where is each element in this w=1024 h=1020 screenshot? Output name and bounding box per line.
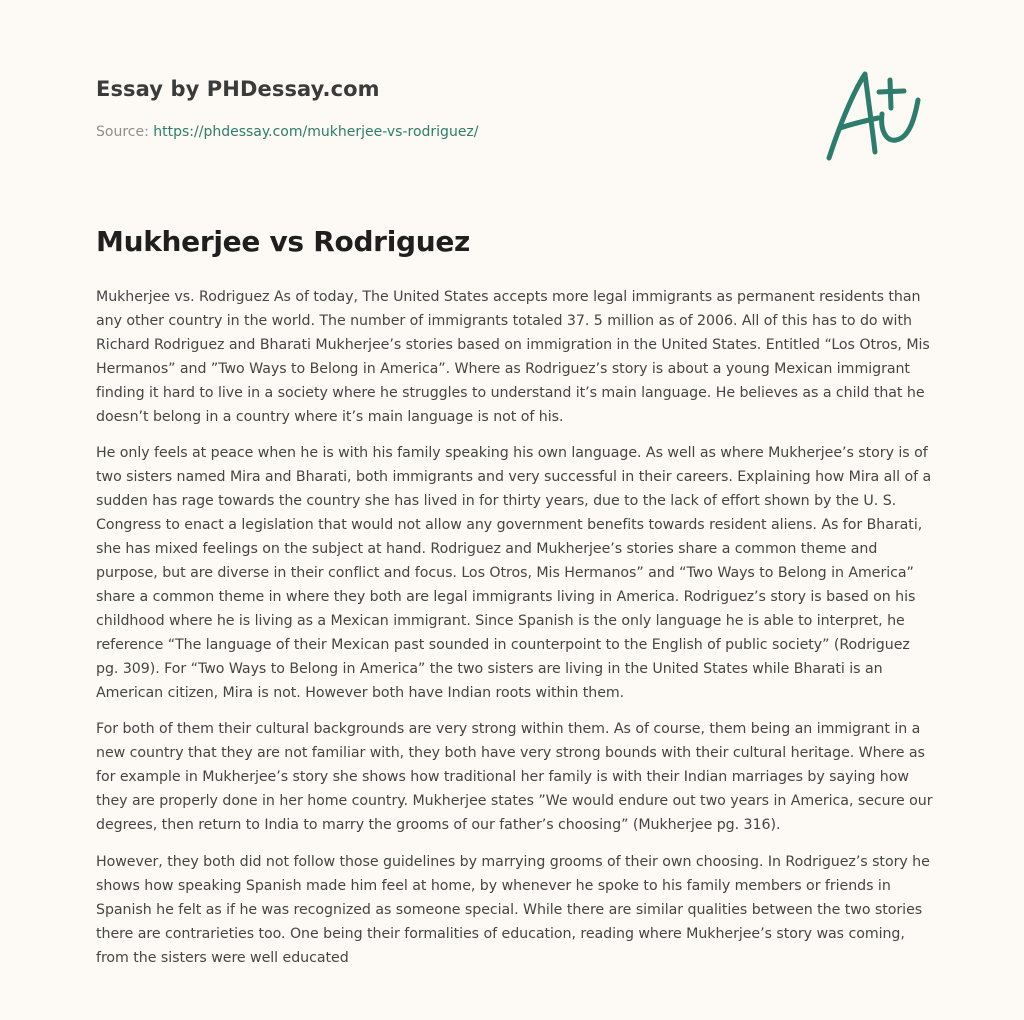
essay-paragraph: For both of them their cultural backgrounds are very strong within them. As of course, them being an immigrant in a new country that they are not familiar with, they both have very strong bounds with their cultural heritage. Where as for example in Mukherjee’s story she shows how traditional her family is with their Indian marriages by saying how they are properly done in her home country. Mukherjee states ”We would endure out two years in America, secure our degrees, then return to India to marry the grooms of our father’s choosing” (Mukherjee pg. 316). xyxy=(96,721,933,834)
source-label: Source: xyxy=(96,124,154,140)
essay-title: Mukherjee vs Rodriguez xyxy=(96,225,471,258)
essay-paragraph: He only feels at peace when he is with his family speaking his own language. As well as where Mukherjee’s story is of two sisters named Mira and Bharati, both immigrants and very successful in their careers. Explaining how Mira all of a sudden has rage towards the country she has lived in for thirty years, due to the lack of effort shown by the U. S. Congress to enact a legislation that would not allow any government benefits towards resident aliens. As for Bharati, she has mixed feelings on the subject at hand. Rodriguez and Mukherjee’s stories share a common theme and purpose, but are diverse in their conflict and focus. Los Otros, Mis Hermanos” and “Two Ways to Belong in America” share a common theme in where they both are legal immigrants living in America. Rodriguez’s story is based on his childhood where he is living as a Mexican immigrant. Since Spanish is the only language he is able to interpret, he reference “The language of their Mexican past sounded in counterpoint to the English of public society” (Rodriguez pg. 309). For “Two Ways to Belong in America” the two sisters are living in the United States while Bharati is an American citizen, Mira is not. However both have Indian roots within them. xyxy=(96,445,932,701)
a-plus-grade-icon xyxy=(822,68,926,164)
site-title: Essay by PHDessay.com xyxy=(96,77,380,101)
essay-body xyxy=(96,286,934,983)
essay-paragraph: However, they both did not follow those guidelines by marrying grooms of their own choosing. In Rodriguez’s story he shows how speaking Spanish made him feel at home, by whenever he spoke to his family members or friends in Spanish he felt as if he was recognized as someone special. While there are similar qualities between the two stories there are contrarieties too. One being their formalities of education, reading where Mukherjee’s story was coming, from the sisters were well educated xyxy=(96,853,930,966)
source-link[interactable]: https://phdessay.com/mukherjee-vs-rodriguez/ xyxy=(153,124,479,140)
source-line xyxy=(96,124,479,140)
essay-paragraph: Mukherjee vs. Rodriguez As of today, The United States accepts more legal immigrants as permanent residents than any other country in the world. The number of immigrants totaled 37. 5 million as of 2006. All of this has to do with Richard Rodriguez and Bharati Mukherjee’s stories based on immigration in the United States. Entitled “Los Otros, Mis Hermanos” and ”Two Ways to Belong in America”. Where as Rodriguez’s story is about a young Mexican immigrant finding it hard to live in a society where he struggles to understand it’s main language. He believes as a child that he doesn’t belong in a country where it’s main language is not of his. xyxy=(96,289,930,425)
